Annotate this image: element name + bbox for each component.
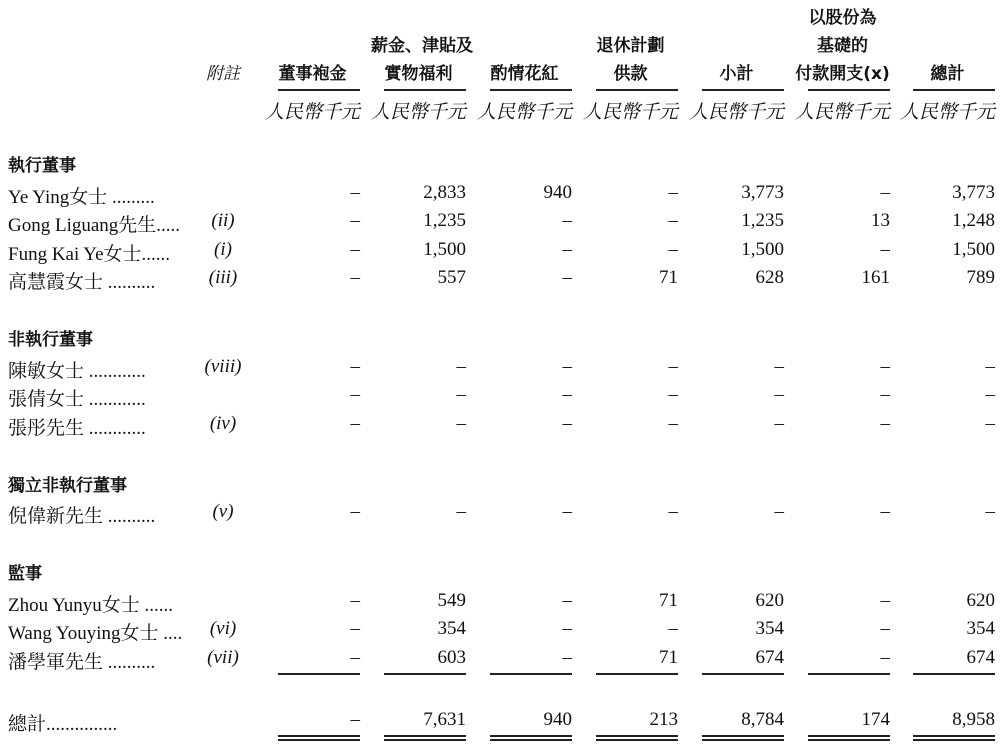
row-value: – <box>880 501 890 522</box>
row-value: – <box>350 501 360 522</box>
column-unit-label: 人民幣千元 <box>794 102 890 123</box>
total-double-rule <box>596 735 678 741</box>
column-header-4-line-0: 小計 <box>719 64 754 84</box>
row-value: – <box>562 501 572 522</box>
row-value: – <box>880 589 890 611</box>
row-value: – <box>562 384 572 405</box>
column-header-underline <box>702 89 784 91</box>
column-unit-label: 人民幣千元 <box>688 102 784 123</box>
note-column-header: 附註 <box>206 64 240 84</box>
column-header-6-line-0: 總計 <box>930 64 965 84</box>
row-value: – <box>985 501 995 522</box>
row-value: – <box>350 618 360 639</box>
row-name: 高慧霞女士 .......... <box>8 272 156 293</box>
row-value: – <box>562 589 572 611</box>
row-value: – <box>985 412 995 434</box>
row-value: 940 <box>543 181 572 203</box>
column-header-0-line-0: 董事袍金 <box>278 64 347 84</box>
row-value: – <box>456 384 466 405</box>
row-value: 1,500 <box>741 238 784 260</box>
row-note: (v) <box>212 501 234 522</box>
row-value: 71 <box>659 267 678 288</box>
subtotal-rule <box>913 673 995 675</box>
row-value: – <box>880 646 890 668</box>
total-double-rule <box>808 735 890 741</box>
total-value: 174 <box>861 709 890 730</box>
row-value: – <box>668 618 678 639</box>
row-value: 1,500 <box>952 238 995 260</box>
column-header-underline <box>913 89 995 91</box>
row-value: – <box>668 384 678 405</box>
section-title: 執行董事 <box>8 156 76 176</box>
row-value: – <box>774 501 784 522</box>
column-header-3-line-0: 退休計劃 <box>596 36 665 56</box>
row-name: Ye Ying女士 ......... <box>8 186 155 208</box>
row-value: – <box>562 238 572 260</box>
row-value: 354 <box>966 618 995 639</box>
row-name: 張倩女士 ............ <box>8 389 146 410</box>
column-header-underline <box>808 89 890 91</box>
row-value: 354 <box>755 618 784 639</box>
column-header-5-line-1: 基礎的 <box>817 36 868 56</box>
row-value: 2,833 <box>423 181 466 203</box>
row-name: Fung Kai Ye女士...... <box>8 243 171 265</box>
row-value: 557 <box>437 267 466 288</box>
row-value: – <box>774 412 784 434</box>
total-double-rule <box>384 735 466 741</box>
row-value: – <box>350 589 360 611</box>
total-double-rule <box>278 735 360 741</box>
row-name: 倪偉新先生 .......... <box>8 506 156 527</box>
total-value: 8,958 <box>952 709 995 730</box>
row-value: 1,500 <box>423 238 466 260</box>
row-value: 628 <box>755 267 784 288</box>
column-header-1-line-1: 實物福利 <box>384 64 453 84</box>
row-value: 1,235 <box>423 210 466 231</box>
subtotal-rule <box>596 673 678 675</box>
row-value: – <box>562 355 572 377</box>
subtotal-rule <box>278 673 360 675</box>
row-value: 603 <box>437 646 466 668</box>
row-name: Zhou Yunyu女士 ...... <box>8 594 174 616</box>
row-value: – <box>456 501 466 522</box>
column-unit-label: 人民幣千元 <box>370 102 466 123</box>
subtotal-rule <box>808 673 890 675</box>
row-value: 674 <box>966 646 995 668</box>
row-value: – <box>668 238 678 260</box>
row-value: 620 <box>755 589 784 611</box>
row-value: – <box>562 618 572 639</box>
total-double-rule <box>490 735 572 741</box>
row-name: Gong Liguang先生..... <box>8 215 181 236</box>
row-name: Wang Youying女士 .... <box>8 623 183 644</box>
subtotal-rule <box>702 673 784 675</box>
row-value: – <box>350 181 360 203</box>
row-value: – <box>350 412 360 434</box>
row-note: (iv) <box>209 412 237 434</box>
row-value: – <box>562 267 572 288</box>
column-unit-label: 人民幣千元 <box>476 102 572 123</box>
row-value: 3,773 <box>741 181 784 203</box>
section-title: 監事 <box>8 564 42 584</box>
column-unit-label: 人民幣千元 <box>582 102 678 123</box>
column-header-underline <box>278 89 360 91</box>
total-value: 7,631 <box>423 709 466 730</box>
row-value: – <box>350 355 360 377</box>
row-value: – <box>562 646 572 668</box>
row-note: (viii) <box>204 355 242 377</box>
row-value: – <box>668 412 678 434</box>
row-value: – <box>456 355 466 377</box>
row-value: 354 <box>437 618 466 639</box>
row-value: 161 <box>861 267 890 288</box>
row-value: – <box>350 238 360 260</box>
column-unit-label: 人民幣千元 <box>899 102 995 123</box>
section-title: 獨立非執行董事 <box>8 475 127 496</box>
row-value: 674 <box>755 646 784 668</box>
row-note: (vi) <box>209 618 237 639</box>
row-value: 3,773 <box>952 181 995 203</box>
column-header-3-line-1: 供款 <box>613 64 648 84</box>
row-value: – <box>668 501 678 522</box>
column-header-underline <box>384 89 466 91</box>
row-value: 620 <box>966 589 995 611</box>
row-value: – <box>985 384 995 405</box>
row-name: 潘學軍先生 .......... <box>8 651 156 673</box>
row-value: 789 <box>966 267 995 288</box>
column-header-5-line-0: 以股份為 <box>808 8 877 28</box>
row-value: – <box>880 618 890 639</box>
row-value: – <box>562 412 572 434</box>
row-value: 13 <box>871 210 890 231</box>
row-value: – <box>985 355 995 377</box>
column-unit-label: 人民幣千元 <box>264 102 360 123</box>
row-value: – <box>350 384 360 405</box>
row-value: – <box>880 181 890 203</box>
total-value: 8,784 <box>741 709 784 730</box>
row-value: – <box>774 355 784 377</box>
row-name: 陳敏女士 ............ <box>8 360 146 382</box>
subtotal-rule <box>490 673 572 675</box>
row-value: – <box>880 355 890 377</box>
row-value: 1,248 <box>952 210 995 231</box>
row-value: – <box>880 238 890 260</box>
row-value: – <box>880 384 890 405</box>
row-value: 71 <box>659 589 678 611</box>
total-double-rule <box>913 735 995 741</box>
row-value: 71 <box>659 646 678 668</box>
row-note: (iii) <box>208 267 238 288</box>
total-double-rule <box>702 735 784 741</box>
column-header-5-line-2: 付款開支(x) <box>795 64 890 84</box>
total-value: 940 <box>543 709 572 730</box>
row-value: 1,235 <box>741 210 784 231</box>
row-value: – <box>350 267 360 288</box>
row-note: (vii) <box>207 646 239 668</box>
row-value: – <box>350 646 360 668</box>
column-header-2-line-0: 酌情花紅 <box>490 64 559 84</box>
row-name: 張彤先生 ............ <box>8 417 146 439</box>
row-value: – <box>880 412 890 434</box>
row-value: – <box>562 210 572 231</box>
total-value: 213 <box>649 709 678 730</box>
subtotal-rule <box>384 673 466 675</box>
row-note: (ii) <box>211 210 235 231</box>
row-value: 549 <box>437 589 466 611</box>
total-label: 總計............... <box>8 714 118 735</box>
row-value: – <box>350 210 360 231</box>
row-value: – <box>668 210 678 231</box>
column-header-1-line-0: 薪金、津貼及 <box>371 36 473 56</box>
row-value: – <box>668 355 678 377</box>
column-header-underline <box>490 89 572 91</box>
row-value: – <box>456 412 466 434</box>
column-header-underline <box>596 89 678 91</box>
row-value: – <box>774 384 784 405</box>
section-title: 非執行董事 <box>8 330 93 350</box>
row-value: – <box>668 181 678 203</box>
row-note: (i) <box>214 238 232 260</box>
total-value: – <box>350 709 360 730</box>
